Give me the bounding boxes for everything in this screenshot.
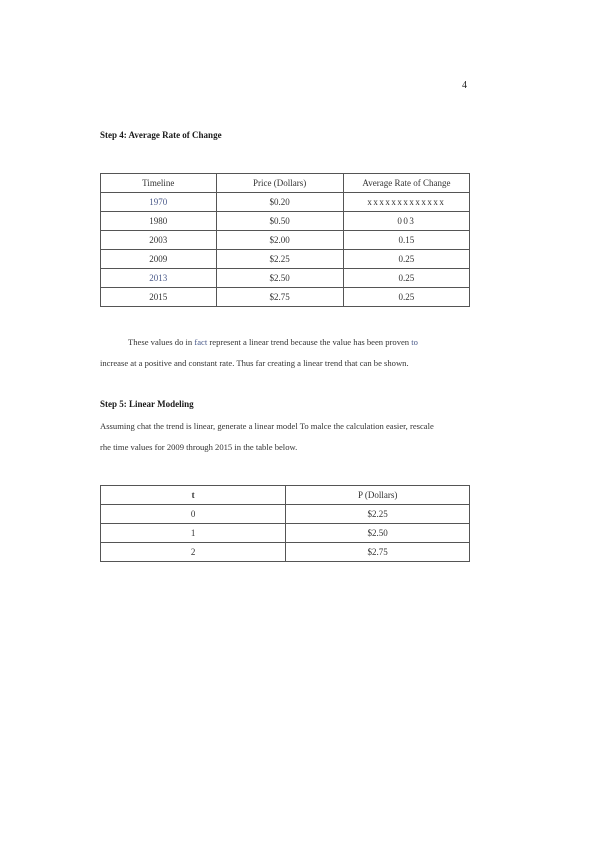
p-cell: $2.25 <box>286 505 470 524</box>
timeline-cell: 2009 <box>101 250 217 269</box>
text-span: fact <box>194 337 208 347</box>
text-span: These values do in <box>128 337 195 347</box>
column-header-p: P (Dollars) <box>286 486 470 505</box>
paragraph-linear-model <box>100 416 472 458</box>
page-number: 4 <box>462 80 467 91</box>
price-cell: $0.20 <box>216 193 343 212</box>
timeline-cell: 2015 <box>101 288 217 307</box>
price-cell: $2.75 <box>216 288 343 307</box>
table-row <box>101 543 470 562</box>
table-header-row <box>101 486 470 505</box>
price-cell: $2.00 <box>216 231 343 250</box>
column-header-price: Price (Dollars) <box>216 174 343 193</box>
rate-cell: 0.25 <box>343 269 469 288</box>
timeline-cell: 2003 <box>101 231 217 250</box>
table-row <box>101 231 470 250</box>
rate-cell: 0.15 <box>343 231 469 250</box>
table-row <box>101 524 470 543</box>
column-header-timeline: Timeline <box>101 174 217 193</box>
rate-cell: 0.25 <box>343 250 469 269</box>
table-row <box>101 269 470 288</box>
text-span: represent a linear trend because the value has been proven <box>207 337 412 347</box>
linear-model-table <box>100 485 470 562</box>
average-rate-table <box>100 173 470 307</box>
rate-cell: 0.25 <box>343 288 469 307</box>
table-row <box>101 212 470 231</box>
paragraph-line <box>100 332 472 353</box>
step5-heading: Step 5: Linear Modeling <box>100 399 194 409</box>
table-row <box>101 288 470 307</box>
table-row <box>101 505 470 524</box>
t-cell: 1 <box>101 524 286 543</box>
t-cell: 0 <box>101 505 286 524</box>
t-cell: 2 <box>101 543 286 562</box>
table-row <box>101 250 470 269</box>
price-cell: $2.50 <box>216 269 343 288</box>
p-cell: $2.75 <box>286 543 470 562</box>
price-cell: $0.50 <box>216 212 343 231</box>
rate-cell: xxxxxxxxxxxxx <box>343 193 469 212</box>
column-header-t: t <box>101 486 286 505</box>
paragraph-line: rhe time values for 2009 through 2015 in the table below. <box>100 442 298 452</box>
table-row <box>101 193 470 212</box>
paragraph-line: increase at a positive and constant rate. Thus far creating a linear trend that can be shown. <box>100 358 409 368</box>
text-span: to <box>411 337 418 347</box>
timeline-cell: 1970 <box>101 193 217 212</box>
timeline-cell: 2013 <box>101 269 217 288</box>
table-header-row <box>101 174 470 193</box>
timeline-cell: 1980 <box>101 212 217 231</box>
p-cell: $2.50 <box>286 524 470 543</box>
column-header-rate: Average Rate of Change <box>343 174 469 193</box>
price-cell: $2.25 <box>216 250 343 269</box>
rate-cell: 003 <box>343 212 469 231</box>
paragraph-linear-trend <box>100 332 472 374</box>
paragraph-line: Assuming chat the trend is linear, generate a linear model To malce the calculation easier, rescale <box>100 421 434 431</box>
step4-heading: Step 4: Average Rate of Change <box>100 130 222 140</box>
